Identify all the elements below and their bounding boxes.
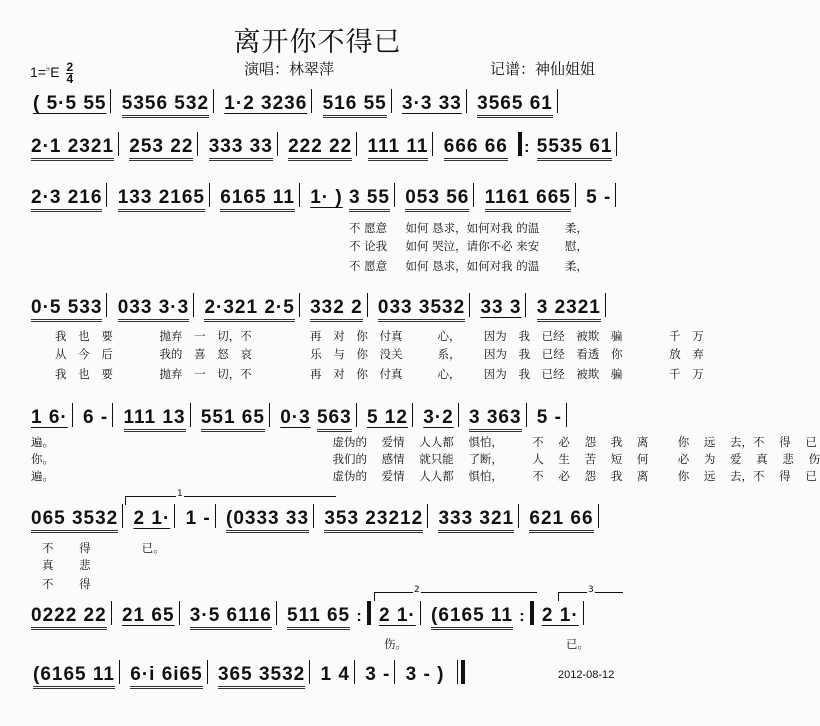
measure: 0222 22	[31, 605, 107, 630]
repeat-end-barline	[530, 601, 534, 625]
line-1-notes	[33, 89, 562, 115]
measure: 2 1·	[541, 605, 579, 626]
measure: 0·3	[280, 407, 311, 428]
measure: 1161 665	[485, 187, 571, 212]
measure: 3·3 33	[402, 93, 462, 114]
measure: 33 3	[480, 297, 522, 318]
barline	[526, 403, 527, 427]
measure: 3 55	[349, 187, 390, 212]
line-5-notes	[31, 403, 571, 429]
final-thin-barline	[457, 660, 458, 684]
barline	[354, 660, 355, 684]
measure: 333 321	[438, 508, 514, 533]
lyric-ending-3: 已。	[566, 637, 589, 651]
measure: 2·321 2·5	[204, 297, 294, 322]
barline	[276, 601, 277, 625]
measure: 5 12	[366, 407, 408, 428]
barline	[122, 504, 123, 528]
barline	[313, 504, 314, 528]
measure: 3565 61	[477, 93, 553, 118]
measure: 332 2	[310, 297, 363, 322]
barline	[110, 89, 111, 113]
barline	[356, 403, 357, 427]
measure: 033 3532	[378, 297, 465, 322]
barline	[616, 132, 617, 156]
measure: 111 11	[368, 136, 429, 161]
measure: 365 3532	[218, 664, 305, 689]
barline	[106, 183, 107, 207]
measure: 0·5 533	[31, 297, 102, 322]
measure: 222 22	[288, 136, 352, 161]
barline	[111, 601, 112, 625]
key-label: 1=	[30, 64, 46, 81]
line-8-notes	[33, 660, 467, 686]
barline	[215, 504, 216, 528]
barline	[174, 504, 175, 528]
barline	[473, 183, 474, 207]
barline	[311, 89, 312, 113]
barline	[106, 293, 107, 317]
lyric-verse-1: 遍。 虚伪的 爱情 人人都 惧怕， 不 必 怨 我 离 你 远 去，不 得 已	[31, 435, 817, 449]
measure: 666 66	[444, 136, 508, 161]
key-note: E	[50, 64, 60, 81]
lyric-verse-2: 真 悲	[42, 558, 91, 572]
measure: 5 -	[586, 187, 612, 208]
key-signature	[30, 62, 73, 85]
barline	[277, 132, 278, 156]
barline	[209, 183, 210, 207]
score-line-1	[0, 89, 665, 119]
singer-credit: 演唱：林翠萍	[244, 60, 335, 78]
barline	[466, 89, 467, 113]
measure: 053 56	[405, 187, 469, 212]
lyric-verse-3: 不 愿意 如何 恳求，如何对我 的温 柔，	[349, 259, 588, 273]
barline	[299, 183, 300, 207]
line-6-notes	[31, 504, 603, 530]
score-line-7	[0, 601, 665, 631]
score-line-6	[0, 504, 665, 534]
barline	[432, 132, 433, 156]
barline	[213, 89, 214, 113]
measure: 21 65	[121, 605, 175, 626]
barline	[179, 601, 180, 625]
measure: 353 23212	[324, 508, 423, 533]
measure: 6 -	[83, 407, 109, 428]
date-stamp: 2012-08-12	[558, 669, 615, 681]
measure: 3 -	[365, 664, 391, 685]
barline	[356, 132, 357, 156]
measure: 1 4	[320, 664, 350, 685]
barline	[269, 403, 270, 427]
score-line-2	[0, 132, 665, 162]
barline	[566, 403, 567, 427]
barline	[112, 403, 113, 427]
barline	[469, 293, 470, 317]
barline	[583, 601, 584, 625]
barline	[118, 132, 119, 156]
measure: 5535 61	[537, 136, 613, 161]
measure: (0333 33	[226, 508, 309, 533]
barline	[72, 403, 73, 427]
flat-icon: ♭	[45, 63, 51, 74]
score-line-4	[0, 293, 665, 323]
measure: 111 13	[124, 407, 186, 432]
measure: (6165 11	[431, 605, 513, 630]
measure: (6165 11	[33, 664, 115, 689]
barline	[525, 293, 526, 317]
measure: 6165 11	[220, 187, 295, 212]
barline	[299, 293, 300, 317]
measure: 065 3532	[31, 508, 118, 533]
barline	[391, 89, 392, 113]
measure: 5 -	[536, 407, 562, 428]
transcriber-credit: 记谱：神仙姐姐	[490, 60, 596, 78]
repeat-end-barline	[367, 601, 371, 625]
measure: 133 2165	[118, 187, 205, 212]
lyric-verse-3: 我 也 要 抛弃 一 切，不 再 对 你 付真 心， 因为 我 已经 被欺 骗 千 万	[55, 367, 704, 381]
measure: 551 65	[201, 407, 265, 432]
measure: 1 -	[185, 508, 211, 529]
lyric-ending-2: 伤。	[384, 637, 407, 651]
barline	[557, 89, 558, 113]
measure: 2 1·	[133, 508, 171, 529]
measure: 3 2321	[537, 297, 601, 322]
line-3-notes	[31, 183, 620, 209]
barline	[427, 504, 428, 528]
barline	[119, 660, 120, 684]
score-line-5	[0, 403, 665, 433]
barline	[193, 293, 194, 317]
lyric-verse-2: 不 论我 如何 哭泣，请你不必 来安 慰，	[349, 239, 588, 253]
barline	[394, 183, 395, 207]
barline	[197, 132, 198, 156]
barline	[575, 183, 576, 207]
lyric-verse-2: 你。 我们的 感情 就只能 了断， 人 生 苦 短 何 必 为 爱 真 悲 伤	[31, 452, 820, 466]
lyric-verse-1: 不 得 已。	[42, 541, 165, 555]
repeat-dots: :	[519, 608, 526, 625]
barline	[309, 660, 310, 684]
barline	[420, 601, 421, 625]
measure: 2·1 2321	[31, 136, 114, 161]
lyric-verse-1: 不 愿意 如何 恳求，如何对我 的温 柔，	[349, 221, 588, 235]
time-signature	[66, 62, 73, 85]
lyric-verse-1: 我 也 要 抛弃 一 切，不 再 对 你 付真 心， 因为 我 已经 被欺 骗 千 万	[55, 329, 704, 343]
measure: 516 55	[323, 93, 387, 118]
measure: 2 1·	[379, 605, 416, 626]
barline	[518, 504, 519, 528]
measure: 1·2 3236	[224, 93, 308, 114]
barline	[598, 504, 599, 528]
measure: 253 22	[129, 136, 193, 161]
measure: 6·i 6i65	[130, 664, 202, 689]
measure: 3·5 6116	[190, 605, 272, 630]
volta-bracket-1: 1	[125, 496, 336, 505]
barline	[190, 403, 191, 427]
measure: 621 66	[529, 508, 593, 533]
lyric-verse-3: 遍。 虚伪的 爱情 人人都 惧怕， 不 必 怨 我 离 你 远 去，不 得 已	[31, 469, 817, 483]
measure: 1· )	[310, 187, 343, 208]
measure: 5356 532	[122, 93, 209, 118]
lyric-verse-2: 从 今 后 我的 喜 怒 哀 乐 与 你 没关 系， 因为 我 已经 看透 你 放 弃	[55, 347, 704, 361]
measure: 333 33	[209, 136, 273, 161]
measure: ( 5·5 55	[33, 93, 107, 114]
repeat-dots: :	[524, 139, 531, 156]
measure: 2·3 216	[31, 187, 102, 212]
time-sig-top: 2	[66, 60, 74, 74]
measure: 563	[317, 407, 352, 432]
time-sig-bottom: 4	[66, 72, 74, 86]
volta-bracket-3: 3	[558, 592, 623, 601]
song-title: 离开你不得已	[233, 27, 402, 58]
volta-bracket-2: 2	[374, 592, 537, 601]
barline	[394, 660, 395, 684]
barline	[615, 183, 616, 207]
line-4-notes	[31, 293, 610, 319]
barline	[412, 403, 413, 427]
measure: 033 3·3	[118, 297, 189, 322]
line-7-notes	[31, 601, 588, 627]
repeat-start-barline	[518, 132, 522, 156]
measure: 511 65	[287, 605, 350, 630]
barline	[605, 293, 606, 317]
barline	[458, 403, 459, 427]
barline	[207, 660, 208, 684]
measure: 1 6·	[31, 407, 68, 428]
line-2-notes	[31, 132, 621, 158]
score-line-3	[0, 183, 665, 213]
measure: 3 - )	[405, 664, 445, 685]
barline	[367, 293, 368, 317]
measure: 3·2	[423, 407, 454, 428]
repeat-dots: :	[356, 608, 363, 625]
final-thick-barline	[461, 660, 465, 684]
measure: 3 363	[469, 407, 522, 432]
lyric-verse-3: 不 得	[42, 577, 91, 591]
